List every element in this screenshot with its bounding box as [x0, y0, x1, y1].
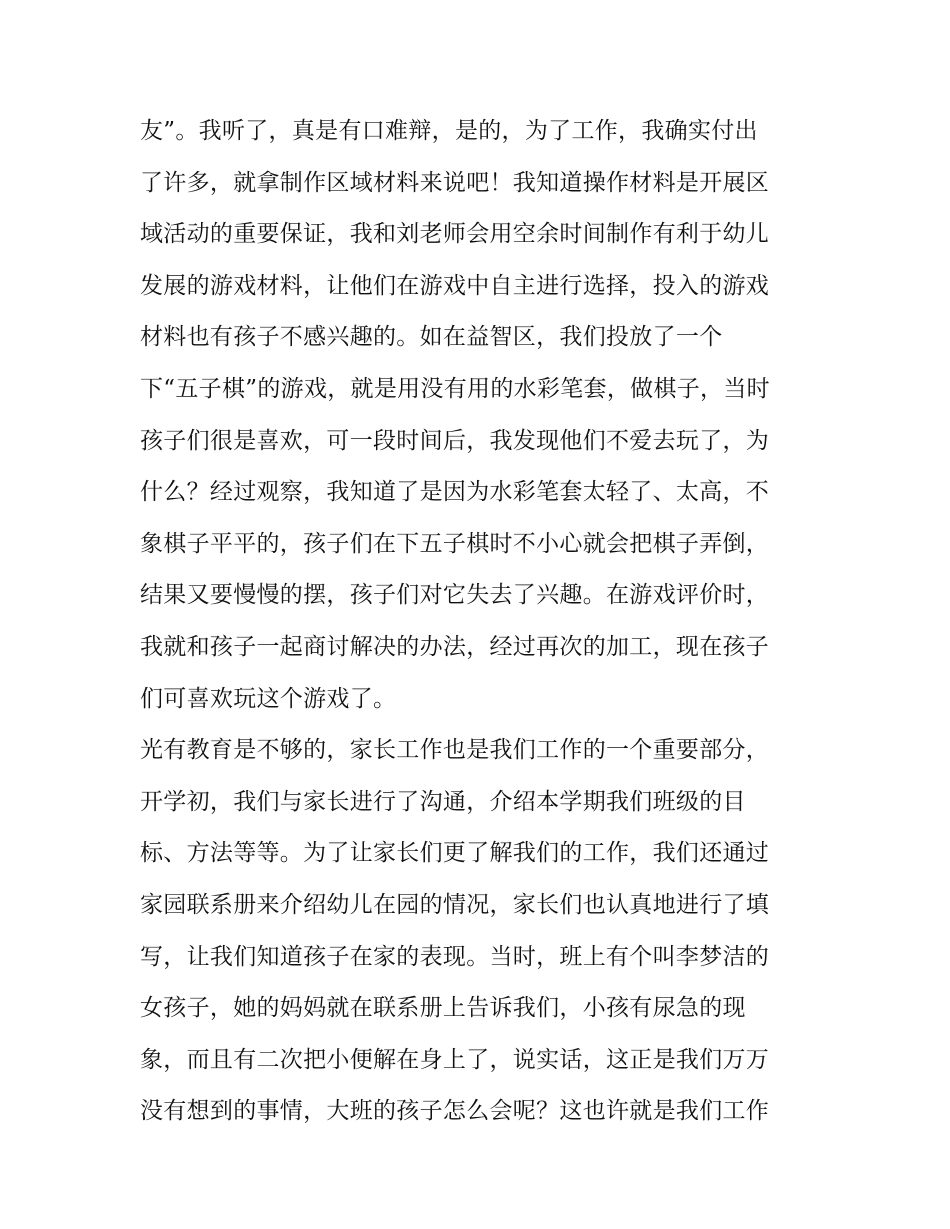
- document-body-text: [140, 106, 830, 1138]
- text-line: 什么？经过观察，我知道了是因为水彩笔套太轻了、太高，不: [140, 479, 770, 506]
- text-line: 标、方法等等。为了让家长们更了解我们的工作，我们还通过: [140, 840, 770, 867]
- text-line: 结果又要慢慢的摆，孩子们对它失去了兴趣。在游戏评价时，: [140, 582, 770, 609]
- text-line: 光有教育是不够的，家长工作也是我们工作的一个重要部分，: [140, 737, 770, 764]
- text-line: 了许多，就拿制作区域材料来说吧！我知道操作材料是开展区: [140, 169, 770, 196]
- text-line: 友”。我听了，真是有口难辩，是的，为了工作，我确实付出: [140, 118, 758, 144]
- text-line: 材料也有孩子不感兴趣的。如在益智区，我们投放了一个: [140, 324, 723, 351]
- text-line: 没有想到的事情，大班的孩子怎么会呢？这也许就是我们工作: [140, 1098, 770, 1125]
- text-line: 发展的游戏材料，让他们在游戏中自主进行选择，投入的游戏: [140, 272, 770, 299]
- text-line: 写，让我们知道孩子在家的表现。当时，班上有个叫李梦洁的: [140, 943, 770, 970]
- text-line: 开学初，我们与家长进行了沟通，介绍本学期我们班级的目: [140, 788, 746, 815]
- text-line: 下“五子棋”的游戏，就是用没有用的水彩笔套，做棋子，当时: [140, 375, 770, 402]
- text-line: 女孩子，她的妈妈就在联系册上告诉我们，小孩有尿急的现: [140, 995, 746, 1022]
- text-line: 域活动的重要保证，我和刘老师会用空余时间制作有利于幼儿: [140, 221, 770, 248]
- text-line: 家园联系册来介绍幼儿在园的情况，家长们也认真地进行了填: [140, 891, 770, 918]
- text-line: 孩子们很是喜欢，可一段时间后，我发现他们不爱去玩了，为: [140, 427, 770, 454]
- text-line: 象，而且有二次把小便解在身上了，说实话，这正是我们万万: [140, 1046, 770, 1073]
- text-line: 象棋子平平的，孩子们在下五子棋时不小心就会把棋子弄倒，: [140, 530, 770, 557]
- text-line: 我就和孩子一起商讨解决的办法，经过再次的加工，现在孩子: [140, 633, 770, 660]
- text-line: 们可喜欢玩这个游戏了。: [140, 685, 397, 712]
